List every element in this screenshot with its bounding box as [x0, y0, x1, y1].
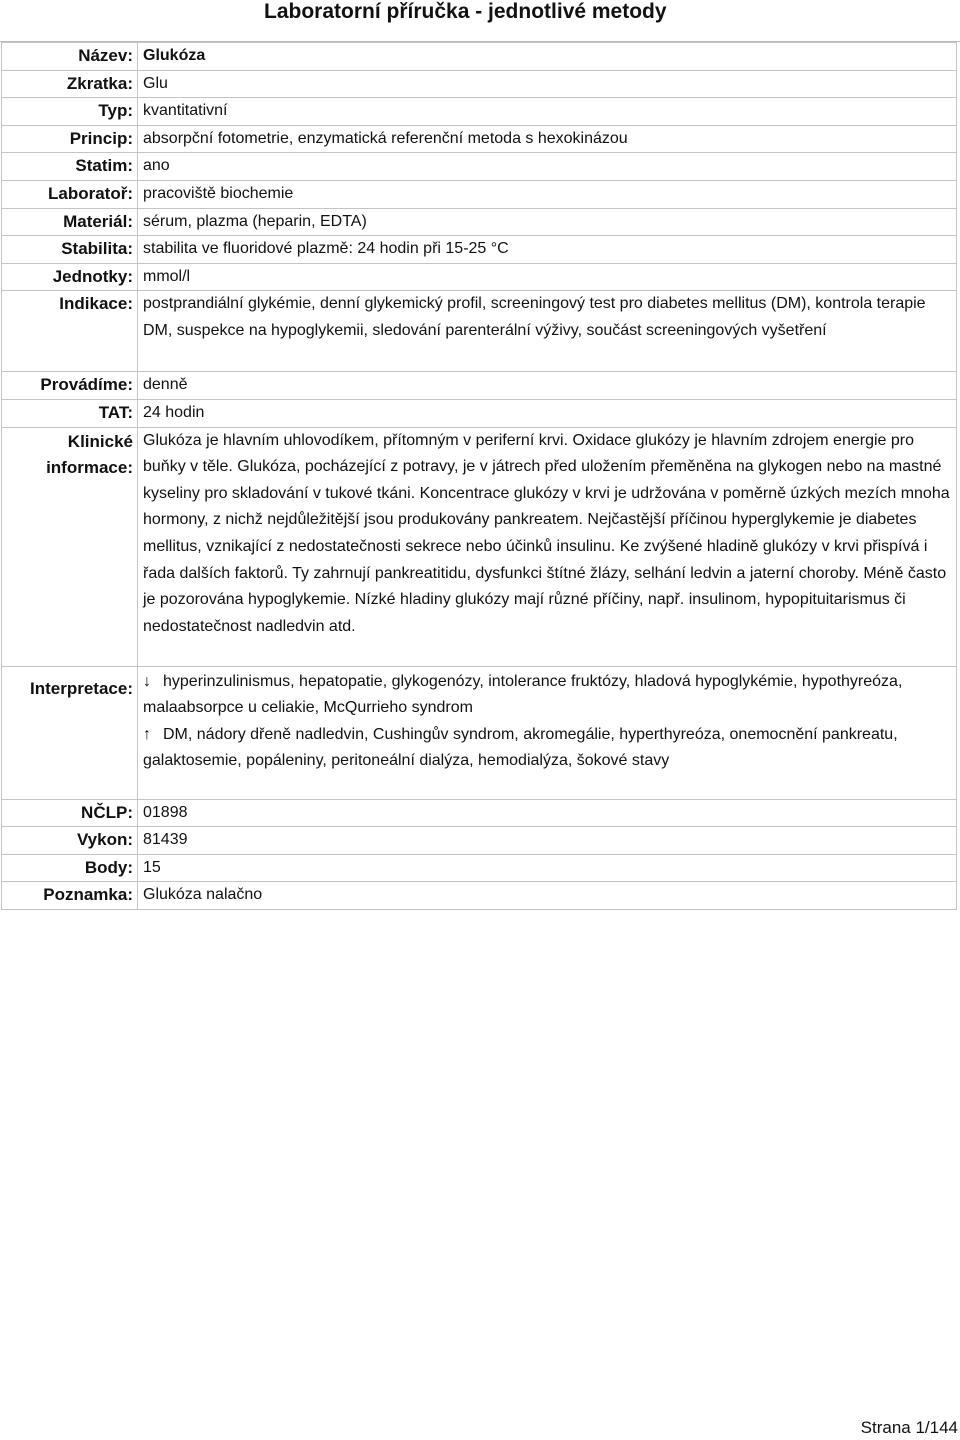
label-jednotky: Jednotky:	[2, 263, 138, 291]
row-vykon	[2, 827, 957, 855]
value-statim: ano	[138, 153, 957, 181]
label-laborator: Laboratoř:	[2, 180, 138, 208]
row-interpretace	[2, 666, 957, 799]
page-header	[0, 0, 960, 34]
value-tat: 24 hodin	[138, 399, 957, 427]
value-nclp: 01898	[138, 799, 957, 827]
row-nazev	[2, 43, 957, 71]
value-indikace: postprandiální glykémie, denní glykemický profil, screeningový test pro diabetes mellitus (DM), kontrola terapie DM, suspekce na hypoglykemii, sledování parenterální výživy, součást screeningových vyšetření	[138, 291, 957, 372]
row-statim	[2, 153, 957, 181]
label-nazev: Název:	[2, 43, 138, 71]
label-provadime: Provádíme:	[2, 372, 138, 400]
value-provadime: denně	[138, 372, 957, 400]
label-klinicke-line2: informace:	[46, 458, 133, 478]
label-statim: Statim:	[2, 153, 138, 181]
row-princip	[2, 125, 957, 153]
value-poznamka: Glukóza nalačno	[138, 882, 957, 910]
label-stabilita: Stabilita:	[2, 236, 138, 264]
label-klinicke-informace	[2, 427, 138, 666]
value-typ: kvantitativní	[138, 98, 957, 126]
value-stabilita: stabilita ve fluoridové plazmě: 24 hodin při 15-25 °C	[138, 236, 957, 264]
method-detail-table	[1, 42, 957, 910]
interpretace-increase-text: DM, nádory dřeně nadledvin, Cushingův syndrom, akromegálie, hyperthyreóza, onemocnění pankreatu, galaktosemie, popáleniny, peritoneální dialýza, hemodialýza, šokové stavy	[143, 725, 898, 770]
row-body	[2, 854, 957, 882]
value-jednotky: mmol/l	[138, 263, 957, 291]
label-indikace: Indikace:	[2, 291, 138, 372]
interpretace-decrease	[143, 669, 950, 722]
value-laborator: pracoviště biochemie	[138, 180, 957, 208]
interpretace-decrease-text: hyperinzulinismus, hepatopatie, glykogenózy, intolerance fruktózy, hladová hypoglykémie, hypothyreóza, malaabsorpce u celiakie, McQurrieho syndrom	[143, 672, 903, 717]
value-princip: absorpční fotometrie, enzymatická referenční metoda s hexokinázou	[138, 125, 957, 153]
row-provadime	[2, 372, 957, 400]
label-zkratka: Zkratka:	[2, 70, 138, 98]
row-poznamka	[2, 882, 957, 910]
label-material: Materiál:	[2, 208, 138, 236]
value-material: sérum, plazma (heparin, EDTA)	[138, 208, 957, 236]
value-interpretace	[138, 666, 957, 799]
value-zkratka: Glu	[138, 70, 957, 98]
value-nazev: Glukóza	[138, 43, 957, 71]
row-material	[2, 208, 957, 236]
label-nclp: NČLP:	[2, 799, 138, 827]
value-klinicke-informace: Glukóza je hlavním uhlovodíkem, přítomným v periferní krvi. Oxidace glukózy je hlavním zdrojem energie pro buňky v těle. Glukóza, pocházející z potravy, je v játrech před uložením přeměněna na glykogen nebo na mastné kyseliny pro skladování v tukové tkáni. Koncentrace glukózy v krvi je udržována v poměrně úzkých mezích mnoha hormony, z nichž nejdůležitější jsou produkovány pankreatem. Nejčastější příčinou hyperglykemie je diabetes mellitus, vznikající z nedostatečnosti sekrece nebo účinků insulinu. Ke zvýšené hladině glukózy v krvi přispívá i řada dalších faktorů. Ty zahrnují pankreatitidu, dysfunkci štítné žlázy, selhání ledvin a jaterní choroby. Méně často je pozorována hypoglykemie. Nízké hladiny glukózy mají různé příčiny, např. insulinom, hypopituitarismus či nedostatečnost nadledvin atd.	[138, 427, 957, 666]
arrow-down-icon: ↓	[143, 672, 151, 690]
label-typ: Typ:	[2, 98, 138, 126]
label-vykon: Vykon:	[2, 827, 138, 855]
interpretace-increase	[143, 722, 950, 775]
row-zkratka	[2, 70, 957, 98]
label-klinicke-line1: Klinické	[67, 431, 133, 451]
label-interpretace: Interpretace:	[2, 666, 138, 799]
page-number: Strana 1/144	[860, 1418, 958, 1437]
page-title: Laboratorní příručka - jednotlivé metody	[264, 0, 667, 23]
label-tat: TAT:	[2, 399, 138, 427]
label-poznamka: Poznamka:	[2, 882, 138, 910]
value-body: 15	[138, 854, 957, 882]
row-indikace	[2, 291, 957, 372]
label-princip: Princip:	[2, 125, 138, 153]
row-typ	[2, 98, 957, 126]
value-vykon: 81439	[138, 827, 957, 855]
label-body: Body:	[2, 854, 138, 882]
row-tat	[2, 399, 957, 427]
row-jednotky	[2, 263, 957, 291]
row-klinicke-informace	[2, 427, 957, 666]
row-stabilita	[2, 236, 957, 264]
arrow-up-icon: ↑	[143, 725, 151, 743]
row-nclp	[2, 799, 957, 827]
row-laborator	[2, 180, 957, 208]
